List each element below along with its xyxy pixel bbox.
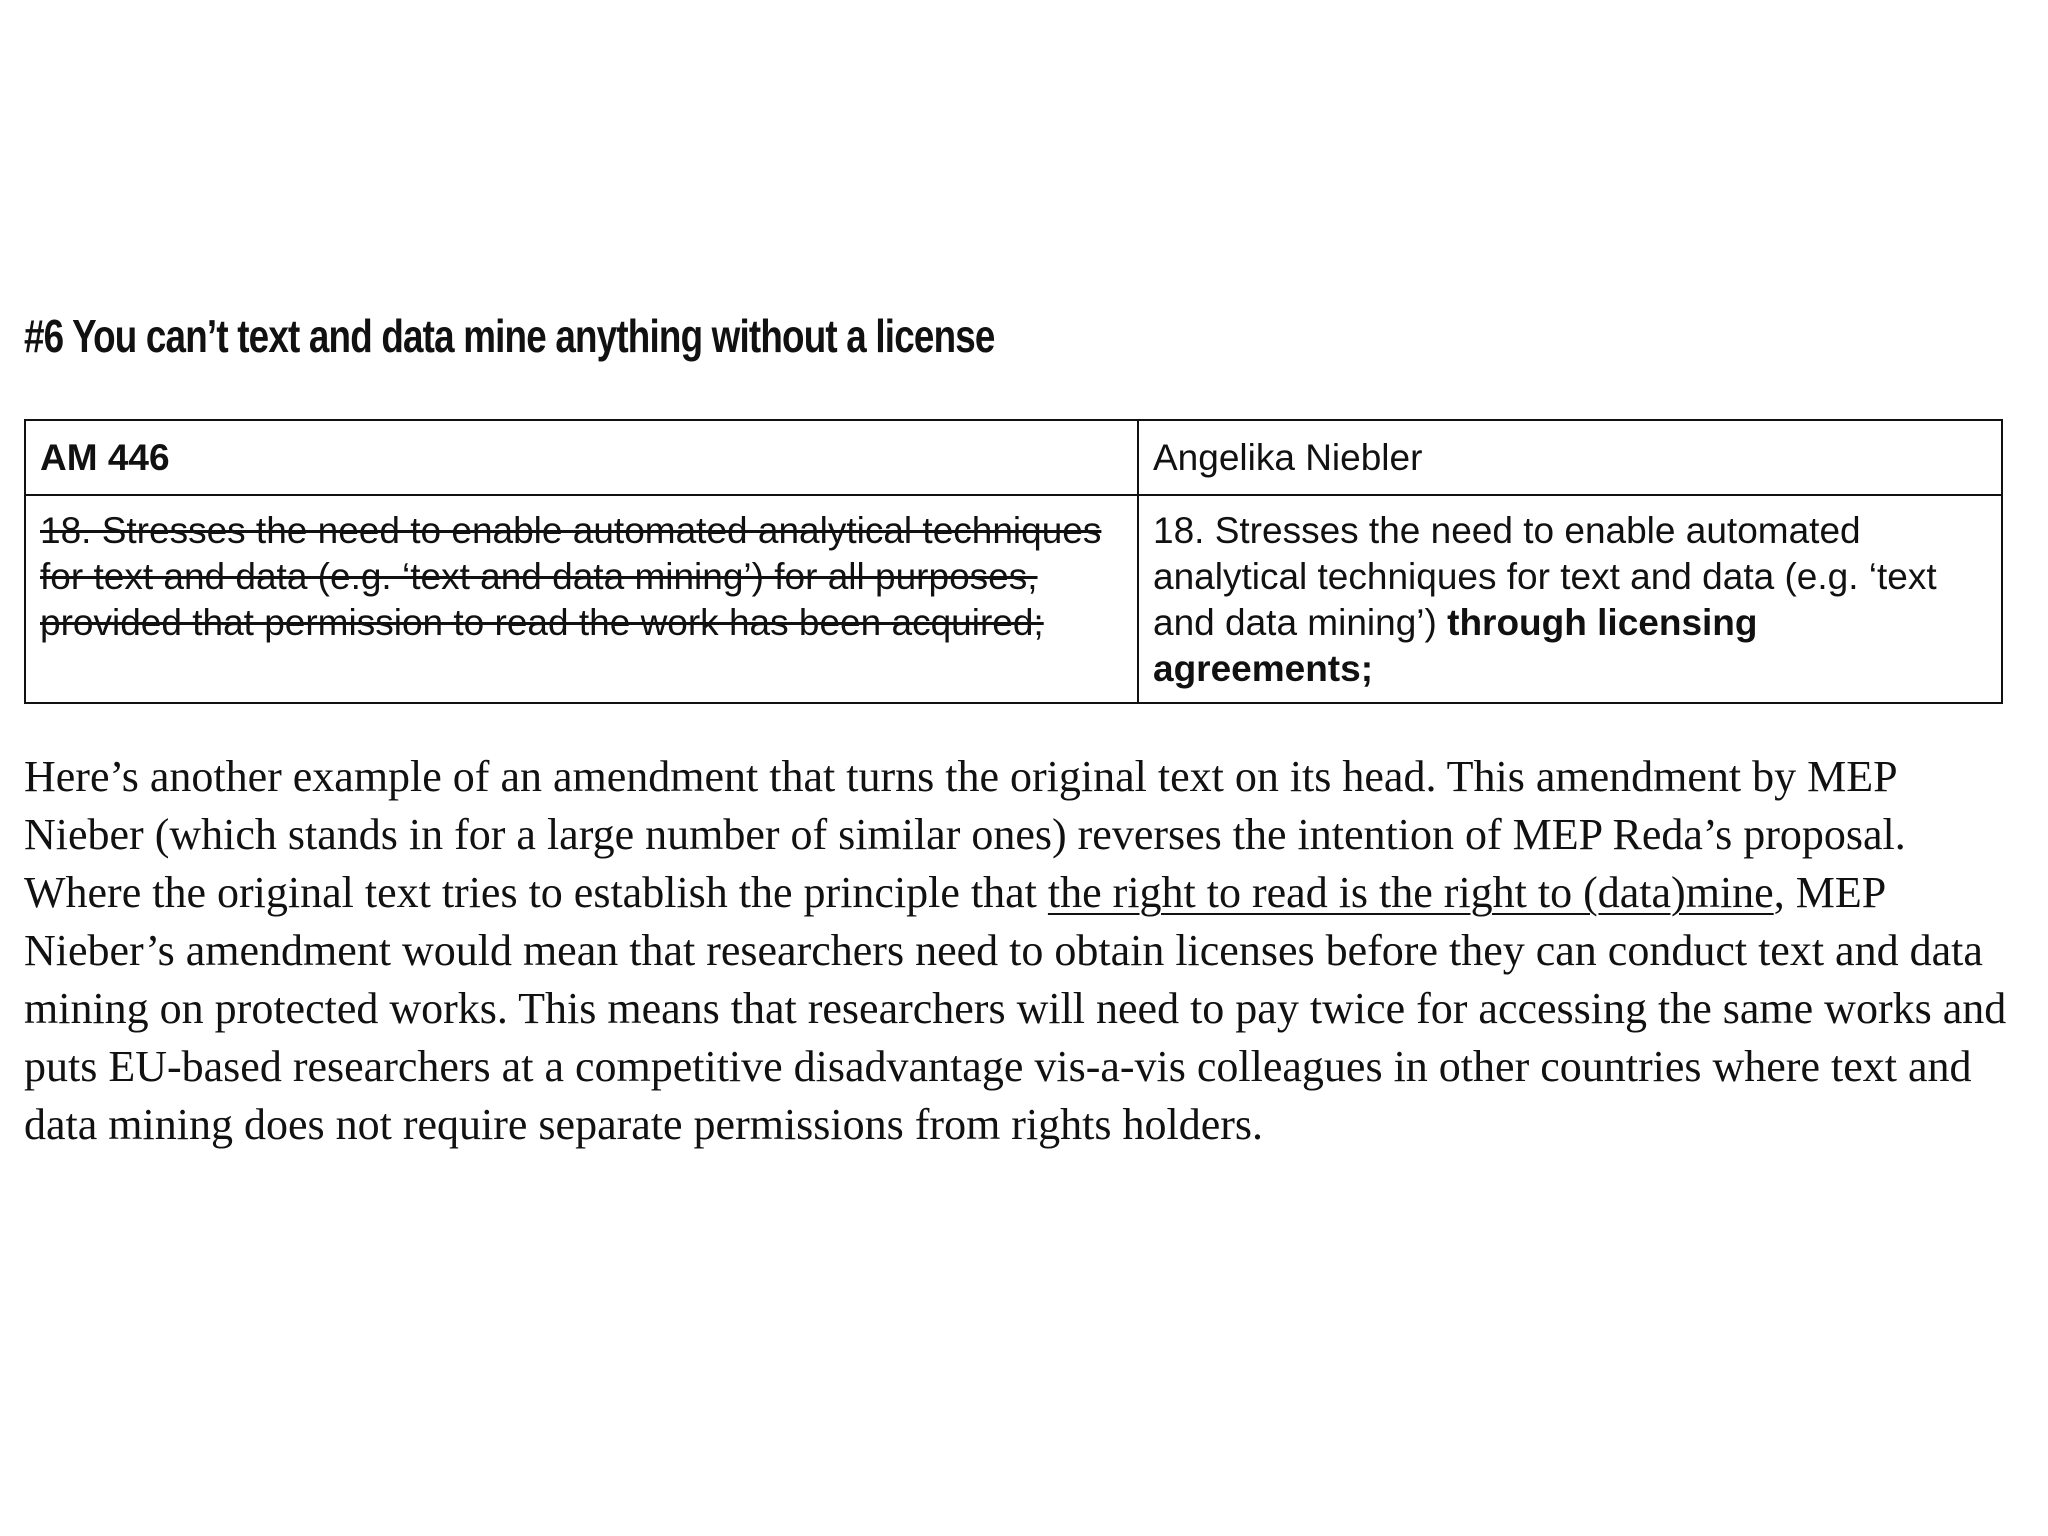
- paragraph-text-end: , MEP Nieber’s amendment would mean that researchers need to obtain licenses before they can conduct text and data mining on protected works. This means that researchers will need to pay twice for accessing the same works and puts EU-based researchers at a competitive disadvantage vis-a-vis colleagues in other countries where text and data mining does not require separate permissions from rights holders.: [24, 868, 2007, 1149]
- amended-text-cell: [1138, 495, 2002, 703]
- original-text-cell: [25, 495, 1138, 703]
- amended-text-bold: through licensing agreements;: [1153, 602, 1758, 689]
- amendment-number: AM 446: [25, 420, 1138, 495]
- original-text-struck: 18. Stresses the need to enable automated analytical techniques for text and data (e.g. ‘text and data mining’) for all purposes, provided that permission to read the work has been acquired;: [40, 510, 1102, 643]
- article-paragraph: [24, 748, 2024, 1154]
- amended-text: 18. Stresses the need to enable automated analytical techniques for text and data (e.g. ‘text and data mining’): [1153, 510, 1937, 643]
- amendment-table: [24, 419, 2003, 704]
- section-heading: #6 You can’t text and data mine anything without a license: [24, 310, 995, 362]
- right-to-read-link[interactable]: the right to read is the right to (data)mine: [1047, 868, 1774, 917]
- paragraph-text-start: Here’s another example of an amendment that turns the original text on its head. This amendment by MEP Nieber (which stands in for a large number of similar ones) reverses the intention of MEP Reda’s proposal. Where the original text tries to establish the principle that: [24, 752, 1906, 917]
- table-body-row: [25, 495, 2002, 703]
- amendment-author: Angelika Niebler: [1138, 420, 2002, 495]
- table-header-row: [25, 420, 2002, 495]
